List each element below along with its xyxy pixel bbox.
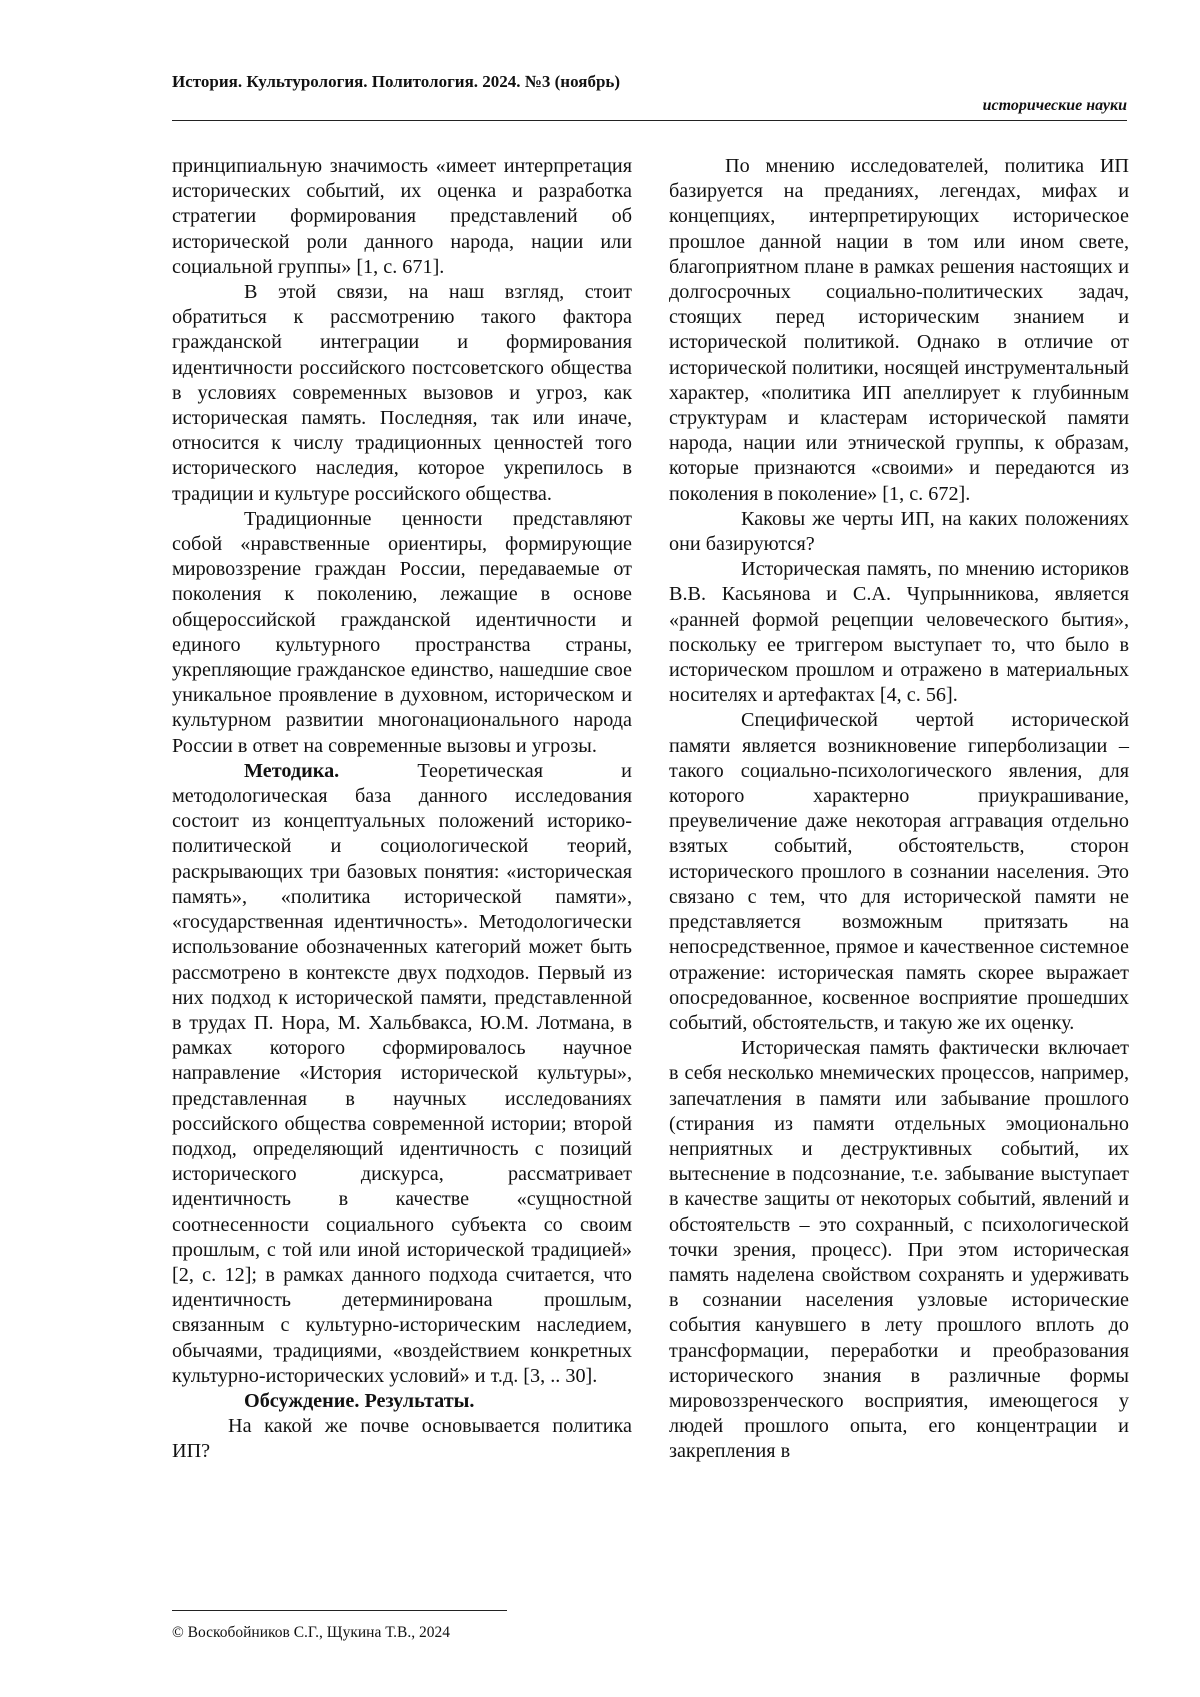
journal-title: История. Культурология. Политология. 2024. №3 (ноябрь) [172,72,621,91]
header-rule [172,120,1127,121]
copyright-notice: © Воскобойников С.Г., Щукина Т.В., 2024 [172,1624,450,1641]
methods-text: Теоретическая и методологическая база данного исследования состоит из концептуальных положений историко-политической и социологической теорий, раскрывающих три базовых понятия: «историческая память», «политика исторической памяти», «государственная идентичность». Методологически использование обозначенных категорий может быть рассмотрено в контексте двух подходов. Первый из них подход к исторической памяти, представленной в трудах П. Нора, М. Хальбвакса, Ю.М. Лотмана, в рамках которого сформировалось научное направление «История исторической культуры», представленная в научных исследованиях российского общества современной истории; второй подход, определяющий идентичность с позиций исторического дискурса, рассматривает идентичность в качестве «сущностной соотнесенности социального субъекта со своим прошлым, с той или иной исторической традицией» [2, с. 12]; в рамках данного подхода считается, что идентичность детерминирована прошлым, связанным с культурно-историческим наследием, обычаями, традициями, «воздействием конкретных культурно-исторических условий» и т.д. [3, .. 30]. [172,759,632,1387]
section-heading: Обсуждение. Результаты. [244,1389,475,1412]
paragraph: принципиальную значимость «имеет интерпретация исторических событий, их оценка и разработка стратегии формирования представлений об исторической роли данного народа, нации или социальной группы» [1, с. 671]. [172,155,632,278]
running-head [172,70,1127,118]
section-label: исторические науки [982,97,1127,114]
methods-heading: Методика. [244,759,340,782]
paragraph: По мнению исследователей, политика ИП базируется на преданиях, легендах, мифах и концепциях, интерпретирующих историческое прошлое данной нации в том или ином свете, благоприятном плане в рамках решения настоящих и долгосрочных социально-политических задач, стоящих перед историческим знанием и исторической политикой. Однако в отличие от исторической политики, носящей инструментальный характер, «политика ИП апеллирует к глубинным структурам и кластерам исторической памяти народа, нации или этнической группы, к образам, которые признаются «своими» и передаются из поколения в поколение» [1, с. 672]. [669,155,1129,505]
paragraph-methods [172,759,632,1389]
paragraph: На какой же почве основывается политика ИП? [172,1415,632,1463]
paragraph: Каковы же черты ИП, на каких положениях они базируются? [669,507,1129,556]
page [172,70,1129,1641]
left-column [172,154,632,1465]
paragraph: Историческая память, по мнению историков В.В. Касьянова и С.А. Чупрынникова, является «ранней формой рецепции человеческого бытия», поскольку ее триггером выступает то, что было в историческом прошлом и отражено в материальных носителях и артефактах [4, с. 56]. [669,558,1129,707]
footnote-rule [172,1610,507,1611]
paragraph: Историческая память фактически включает в себя несколько мнемических процессов, например, запечатления в памяти или забывание прошлого (стирания из памяти отдельных эмоционально неприятных и деструктивных событий, их вытеснение в подсознание, т.е. забывание выступает в качестве защиты от некоторых событий, явлений и обстоятельств – это сохранный, с психологической точки зрения, процесс). При этом историческая память наделена свойством сохранять и удерживать в сознании населения узловые исторические события канувшего в лету прошлого вплоть до трансформации, переработки и преобразования исторического знания в различные формы мировоззренческого восприятия, имеющегося у людей прошлого опыта, его концентрации и закрепления в [669,1037,1129,1463]
paragraph: В этой связи, на наш взгляд, стоит обратиться к рассмотрению такого фактора гражданской интеграции и формирования идентичности российского постсоветского общества в условиях современных вызовов и угроз, как историческая память. Последняя, так или иначе, относится к числу традиционных ценностей того исторического наследия, которое укрепилось в традиции и культуре российского общества. [172,281,632,505]
paragraph: Традиционные ценности представляют собой «нравственные ориентиры, формирующие мировоззрение граждан России, передаваемые от поколения к поколению, лежащие в основе общероссийской гражданской идентичности и единого культурного пространства страны, укрепляющие гражданское единство, нашедшие свое уникальное проявление в духовном, историческом и культурном развитии многонационального народа России в ответ на современные вызовы и угрозы. [172,507,632,757]
right-column [669,154,1129,1465]
paragraph: Специфической чертой исторической памяти является возникновение гиперболизации – такого социально-психологического явления, для которого характерно приукрашивание, преувеличение даже некоторая аггравация отдельно взятых событий, обстоятельств, сторон исторического прошлого в сознании населения. Это связано с тем, что для исторической памяти не представляется возможным притязать на непосредственное, прямое и качественное системное отражение: историческая память скорее выражает опосредованное, косвенное восприятие прошедших событий, обстоятельств, и такую же их оценку. [669,709,1129,1034]
